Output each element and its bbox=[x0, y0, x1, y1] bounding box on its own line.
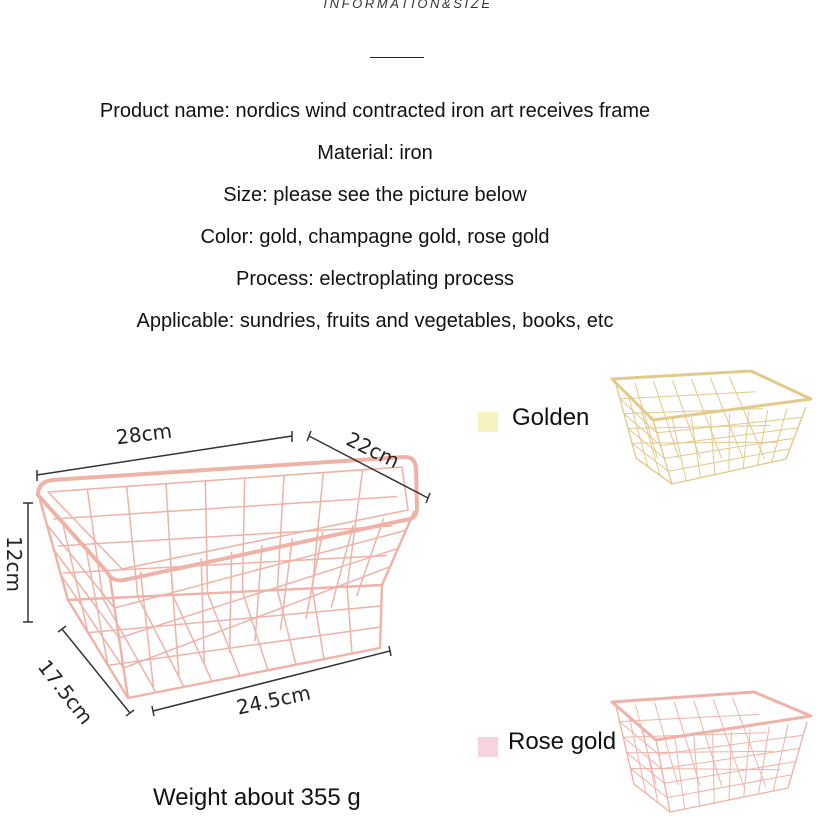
spec-product-name: Product name: nordics wind contracted iron art receives frame bbox=[99, 100, 651, 122]
weight-text: Weight about 355 g bbox=[153, 784, 361, 811]
dimension-bottom-length: 24.5cm bbox=[234, 680, 313, 720]
golden-swatch bbox=[478, 412, 498, 432]
spec-material: Material: iron bbox=[317, 142, 433, 164]
spec-process: Process: electroplating process bbox=[236, 268, 514, 290]
rose-gold-basket-image bbox=[608, 680, 816, 816]
golden-basket-image bbox=[608, 362, 816, 492]
dimension-top-length: 28cm bbox=[114, 418, 174, 450]
dimension-height: 12cm bbox=[1, 536, 26, 592]
spec-color: Color: gold, champagne gold, rose gold bbox=[200, 226, 550, 248]
section-header: INFORMATION&SIZE bbox=[323, 0, 493, 11]
spec-applicable: Applicable: sundries, fruits and vegetables, books, etc bbox=[136, 310, 614, 332]
golden-label: Golden bbox=[512, 404, 590, 431]
dimension-bottom-width: 17.5cm bbox=[32, 655, 99, 729]
rose-gold-label: Rose gold bbox=[508, 728, 617, 755]
dimension-top-width: 22cm bbox=[342, 426, 404, 474]
spec-size: Size: please see the picture below bbox=[223, 184, 527, 206]
rose-gold-swatch bbox=[478, 737, 498, 757]
